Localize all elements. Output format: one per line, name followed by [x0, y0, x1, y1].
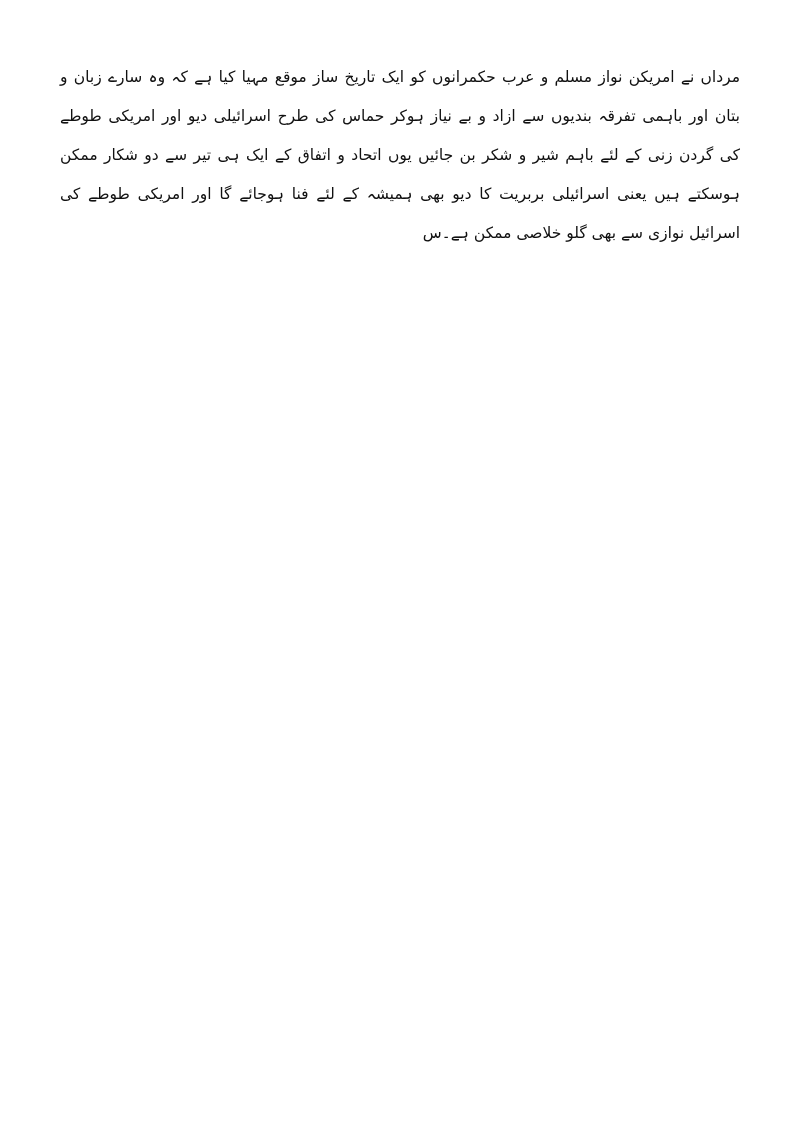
paragraph-line: بتان اور باہمی تفرقہ بندیوں سے ازاد و بے نیاز ہوکر حماس کی طرح اسرائیلی دیو اور امریکی طوطے	[60, 107, 740, 125]
paragraph	[60, 58, 740, 253]
paragraph-line: ہوسکتے ہیں یعنی اسرائیلی بربریت کا دیو بھی ہمیشہ کے لئے فنا ہوجائے گا اور امریکی طوطے کی	[60, 185, 740, 203]
paragraph-line: اسرائیل نوازی سے بھی گلو خلاصی ممکن ہے۔س	[422, 224, 740, 242]
paragraph-line: کی گردن زنی کے لئے باہم شیر و شکر بن جائیں یوں اتحاد و اتفاق کے ایک ہی تیر سے دو شکار ممکن	[60, 146, 740, 164]
paragraph-line: مرداں نے امریکن نواز مسلم و عرب حکمرانوں کو ایک تاریخ ساز موقع مہیا کیا ہے کہ وہ سارے زبان و	[60, 68, 740, 86]
